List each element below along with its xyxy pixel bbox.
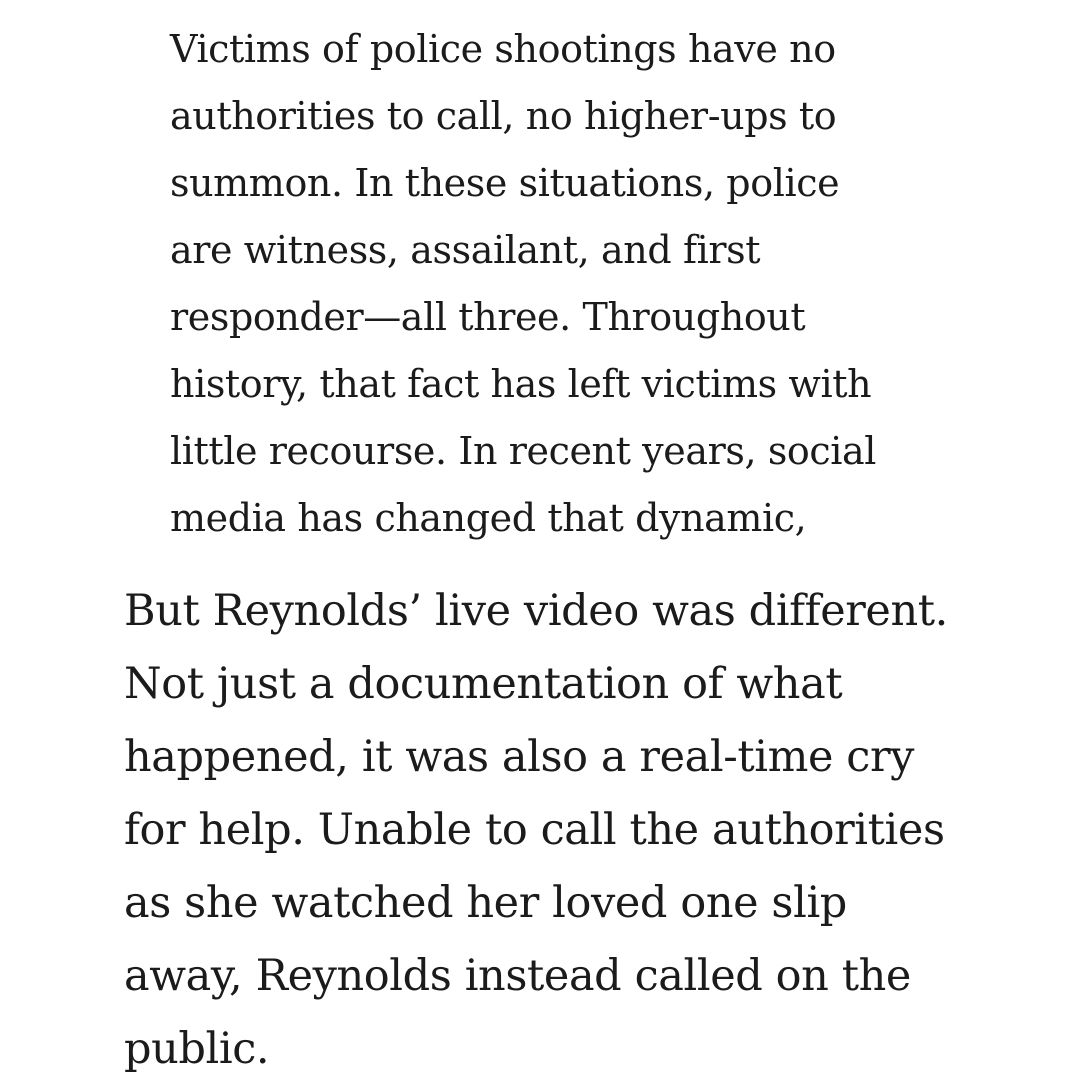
article-paragraph: But Reynolds’ live video was different. Not just a documentation of what happened, it was also a real-time cry for help. Unable to call the authorities as she watched her loved one slip away, Reynolds instead called on the public. [124,586,948,1074]
blockquote-text: Victims of police shootings have no authorities to call, no higher-ups to summon. In these situations, police are witness, assailant, and first responder—all three. Throughout history, that fact has left victims with little recourse. In recent years, social media has changed that dynamic, [170,27,877,540]
